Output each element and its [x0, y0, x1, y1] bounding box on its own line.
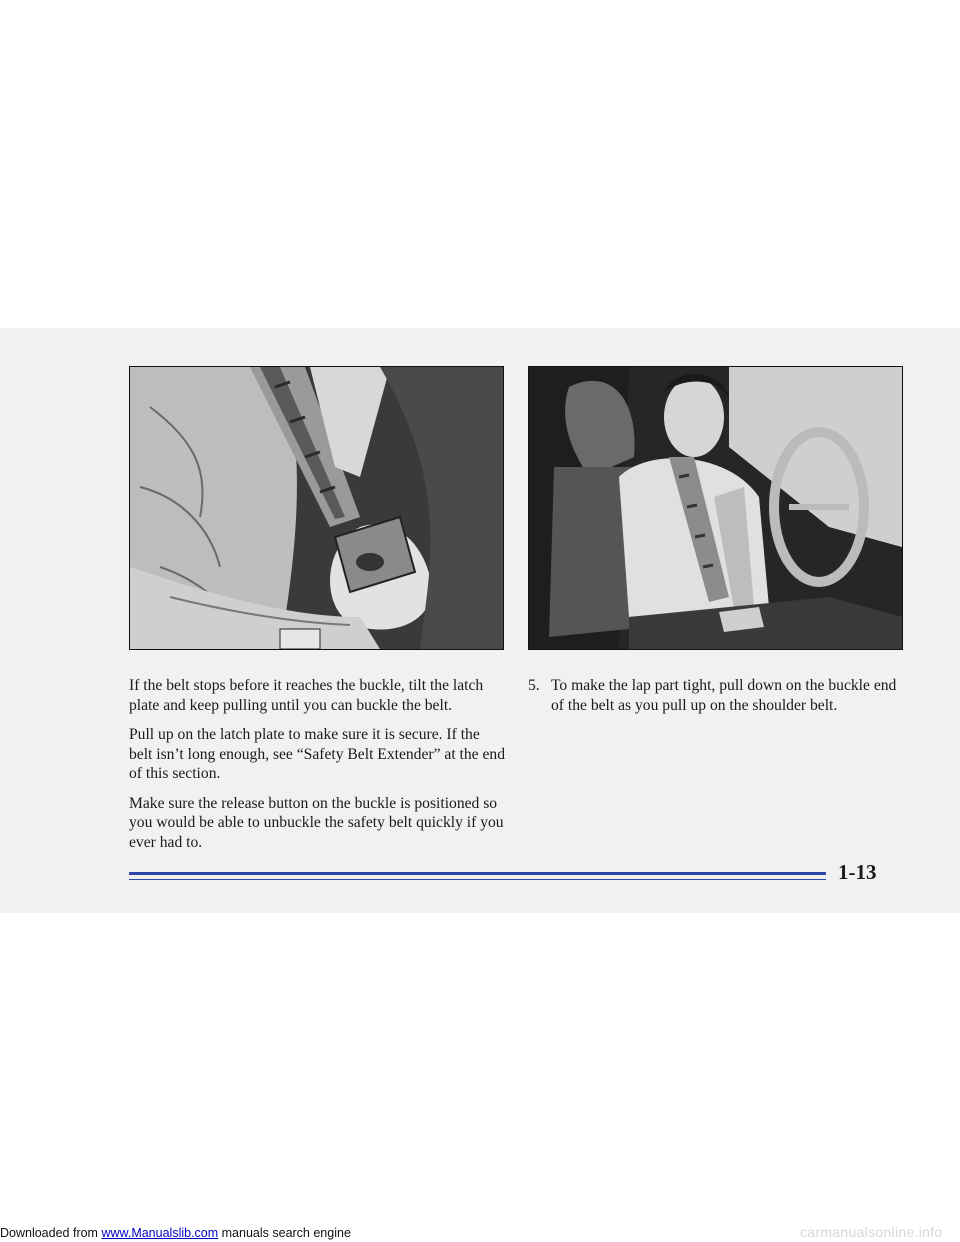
watermark: carmanualsonline.info: [800, 1224, 943, 1240]
man-buckling-drawing: [529, 367, 902, 649]
step-5: [528, 676, 908, 715]
step-text: To make the lap part tight, pull down on the buckle end of the belt as you pull up on the shoulder belt.: [551, 677, 897, 714]
footer-rule-thick: [129, 872, 826, 875]
right-text-column: [528, 676, 908, 715]
paragraph-release-button: Make sure the release button on the buckle is positioned so you would be able to unbuckle the safety belt quickly if you ever had to.: [129, 794, 504, 851]
paragraph-belt-stops: If the belt stops before it reaches the buckle, tilt the latch plate and keep pulling until you can buckle the belt.: [129, 677, 484, 714]
manualslib-link[interactable]: www.Manualslib.com: [101, 1226, 219, 1240]
left-text-column: [129, 676, 507, 862]
footer-suffix: manuals search engine: [218, 1226, 351, 1240]
man-buckling-belt-illustration: [528, 366, 903, 650]
page-number: 1-13: [838, 860, 877, 884]
download-footer: [0, 1226, 351, 1240]
footer-prefix: Downloaded from: [0, 1226, 102, 1240]
latch-plate-drawing: [130, 367, 503, 649]
paragraph-pull-up: Pull up on the latch plate to make sure it is secure. If the belt isn’t long enough, see “Safety Belt Extender” at the end of this section.: [129, 726, 506, 782]
footer-rule-thin: [129, 879, 826, 880]
step-number: 5.: [528, 677, 540, 694]
latch-plate-illustration: [129, 366, 504, 650]
